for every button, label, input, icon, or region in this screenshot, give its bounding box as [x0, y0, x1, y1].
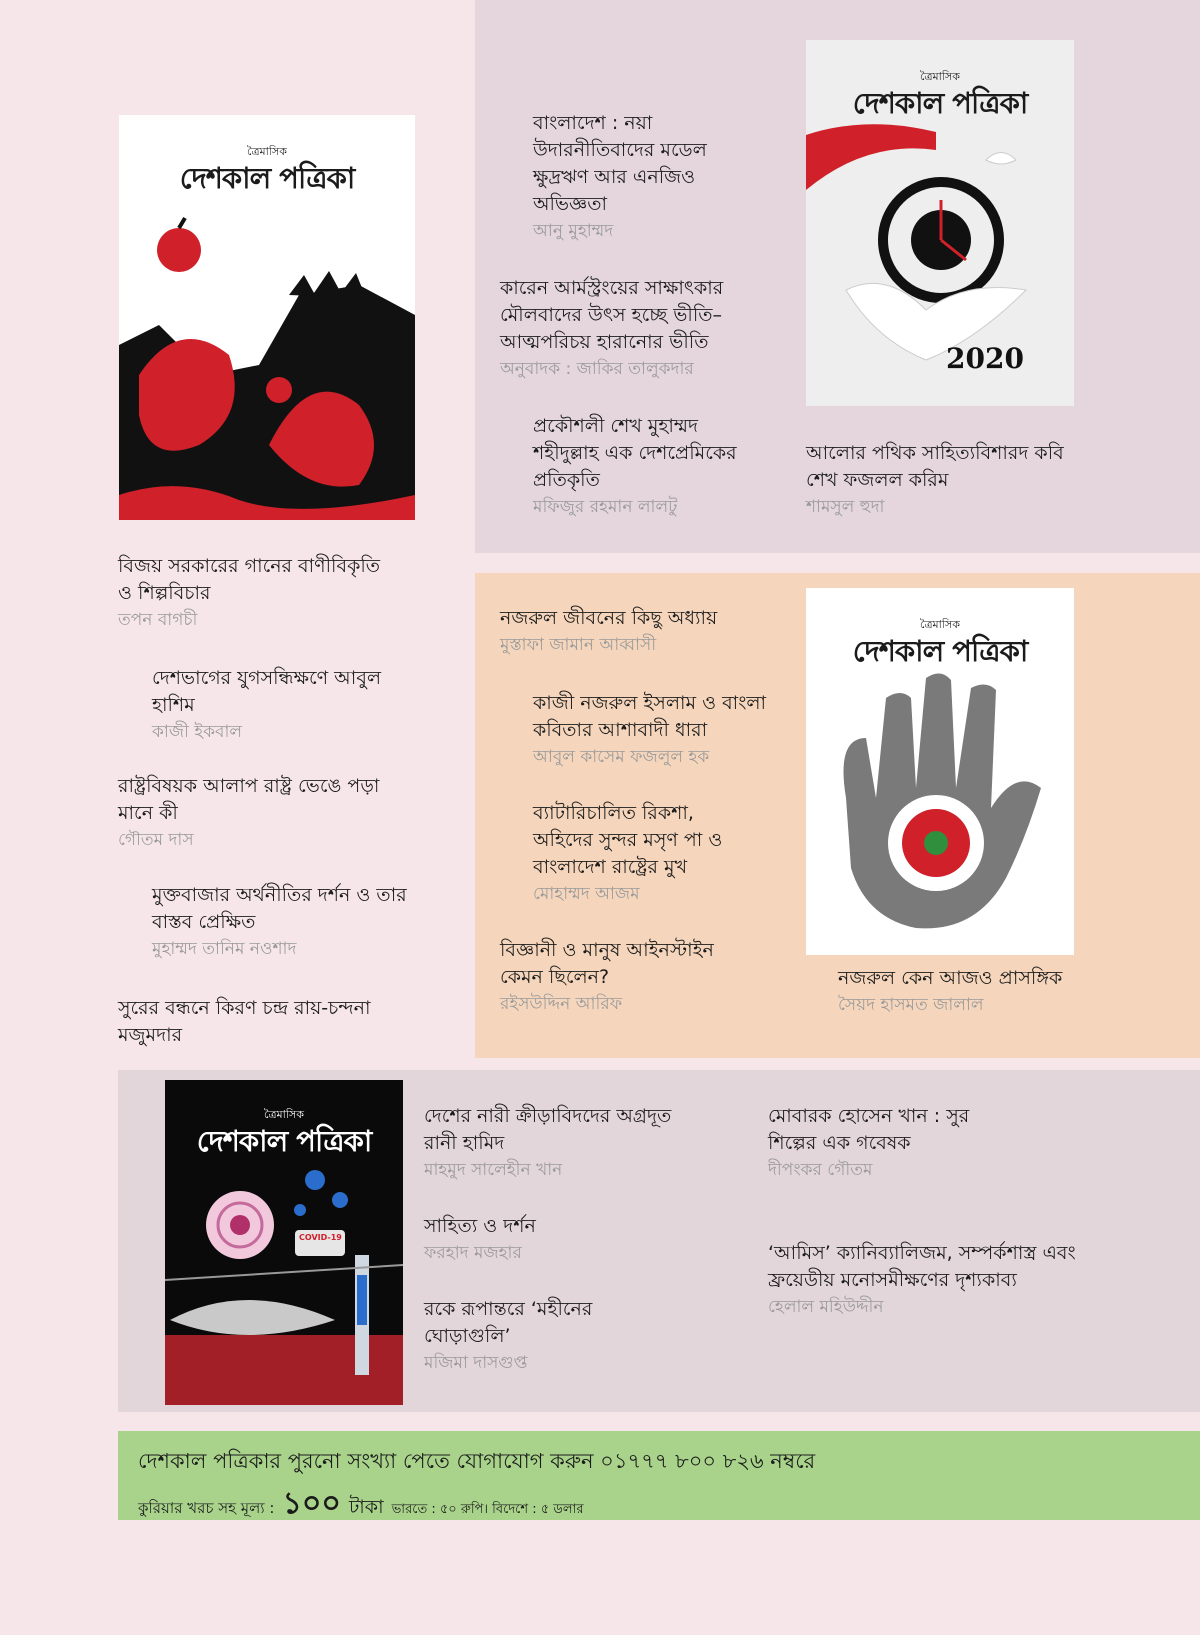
article-7[interactable] — [118, 773, 388, 854]
article-author: মুহাম্মদ তানিম নওশাদ — [152, 939, 297, 959]
masthead-frequency: ত্রৈমাসিক — [264, 1108, 304, 1121]
article-title: রাষ্ট্রবিষয়ক আলাপ রাষ্ট্র ভেঙে পড়া মানে কী — [118, 775, 380, 824]
article-19[interactable] — [768, 1240, 1078, 1321]
article-2[interactable] — [500, 275, 760, 383]
cover-1[interactable] — [119, 115, 415, 520]
article-17[interactable] — [424, 1296, 624, 1377]
article-title: মুক্তবাজার অর্থনীতির দর্শন ও তার বাস্তব প্রেক্ষিত — [152, 884, 407, 933]
cover-4[interactable] — [165, 1080, 403, 1405]
cover-year: 2020 — [946, 342, 1024, 375]
article-title: কারেন আর্মস্ট্রংয়ের সাক্ষাৎকার মৌলবাদের উৎস হচ্ছে ভীতি– আত্মপরিচয় হারানোর ভীতি — [500, 277, 724, 353]
article-13[interactable] — [500, 937, 740, 1018]
article-title: কাজী নজরুল ইসলাম ও বাংলা কবিতার আশাবাদী ধারা — [533, 692, 767, 741]
article-title: সুরের বন্ধনে কিরণ চন্দ্র রায়-চন্দনা মজুমদার — [118, 997, 371, 1046]
article-4[interactable] — [806, 440, 1066, 521]
article-author: মফিজুর রহমান লালটু — [533, 497, 678, 517]
article-title: দেশভাগের যুগসন্ধিক্ষণে আবুল হাশিম — [152, 667, 382, 716]
masthead-frequency: ত্রৈমাসিক — [920, 70, 960, 83]
article-12[interactable] — [533, 800, 748, 908]
article-author: তপন বাগচী — [118, 610, 198, 630]
article-author: শামসুল হুদা — [806, 497, 885, 517]
article-title: মোবারক হোসেন খান : সুর শিল্পের এক গবেষক — [768, 1105, 970, 1154]
article-1[interactable] — [533, 110, 733, 245]
masthead-title: দেশকাল পত্রিকা — [852, 86, 1028, 120]
cover-2[interactable] — [806, 40, 1074, 406]
article-title: সাহিত্য ও দর্শন — [424, 1215, 536, 1237]
article-title: বিজয় সরকারের গানের বাণীবিকৃতি ও শিল্পবিচার — [118, 555, 381, 604]
masthead-frequency: ত্রৈমাসিক — [920, 618, 960, 631]
article-author: মোহাম্মদ আজম — [533, 884, 640, 904]
article-title: নজরুল কেন আজও প্রাসঙ্গিক — [838, 967, 1063, 989]
price-prefix: কুরিয়ার খরচ সহ মূল্য : — [138, 1499, 275, 1517]
article-3[interactable] — [533, 413, 763, 521]
masthead-title: দেশকাল পত্রিকা — [196, 1124, 372, 1158]
article-author: গৌতম দাস — [118, 830, 194, 850]
article-title: বাংলাদেশ : নয়া উদারনীতিবাদের মডেল ক্ষুদ্রঋণ আর এনজিও অভিজ্ঞতা — [533, 112, 707, 215]
article-author: অনুবাদক : জাকির তালুকদার — [500, 359, 694, 379]
article-title: নজরুল জীবনের কিছু অধ্যায় — [500, 607, 718, 629]
article-18[interactable] — [768, 1103, 988, 1184]
vaccine-label: COVID-19 — [299, 1233, 342, 1242]
article-author: সৈয়দ হাসমত জালাল — [838, 995, 984, 1015]
article-title: আলোর পথিক সাহিত্যবিশারদ কবি শেখ ফজলল করিম — [806, 442, 1064, 491]
article-author: মুস্তাফা জামান আব্বাসী — [500, 635, 657, 655]
article-author: হেলাল মহিউদ্দীন — [768, 1297, 884, 1317]
article-author: আনু মুহাম্মদ — [533, 221, 614, 241]
article-title: ‘আমিস’ ক্যানিব্যালিজম, সম্পর্কশাস্ত্র এবং ফ্রয়েডীয় মনোসমীক্ষণের দৃশ্যকাব্য — [768, 1242, 1076, 1291]
article-title: বিজ্ঞানী ও মানুষ আইনস্টাইন কেমন ছিলেন? — [500, 939, 714, 988]
banner-price-line — [138, 1479, 583, 1530]
article-author: কাজী ইকবাল — [152, 722, 243, 742]
article-15[interactable] — [424, 1103, 694, 1184]
article-14[interactable] — [838, 965, 1098, 1019]
article-8[interactable] — [152, 882, 422, 963]
article-author: রইসউদ্দিন আরিফ — [500, 994, 623, 1014]
masthead-frequency: ত্রৈমাসিক — [247, 145, 287, 158]
article-title: দেশের নারী ক্রীড়াবিদদের অগ্রদূত রানী হামিদ — [424, 1105, 672, 1154]
masthead-title: দেশকাল পত্রিকা — [179, 161, 355, 195]
article-author: ফরহাদ মজহার — [424, 1243, 522, 1263]
article-author: দীপংকর গৌতম — [768, 1160, 873, 1180]
article-6[interactable] — [152, 665, 392, 746]
cover-3[interactable] — [806, 588, 1074, 955]
article-title: প্রকৌশলী শেখ মুহাম্মদ শহীদুল্লাহ এক দেশপ্রেমিকের প্রতিকৃতি — [533, 415, 737, 491]
article-9[interactable] — [118, 995, 398, 1049]
masthead-title: দেশকাল পত্রিকা — [852, 634, 1028, 668]
article-16[interactable] — [424, 1213, 694, 1267]
article-author: আবুল কাসেম ফজলুল হক — [533, 747, 710, 767]
article-author: মাহমুদ সালেহীন খান — [424, 1160, 563, 1180]
article-title: ব্যাটারিচালিত রিকশা, অহিদের সুন্দর মসৃণ পা ও বাংলাদেশ রাষ্ট্রের মুখ — [533, 802, 723, 878]
article-5[interactable] — [118, 553, 388, 634]
article-author: মজিমা দাসগুপ্ত — [424, 1353, 528, 1373]
article-11[interactable] — [533, 690, 778, 771]
price-unit: টাকা — [348, 1496, 384, 1518]
price-value: ১০০ — [282, 1486, 341, 1521]
contact-banner — [118, 1431, 1200, 1520]
banner-contact-text: দেশকাল পত্রিকার পুরনো সংখ্যা পেতে যোগাযোগ করুন ০১৭৭৭ ৮০০ ৮২৬ নম্বরে — [138, 1449, 816, 1473]
article-title: রকে রূপান্তরে ‘মহীনের ঘোড়াগুলি’ — [424, 1298, 593, 1347]
article-10[interactable] — [500, 605, 770, 659]
price-other: ভারতে : ৫০ রুপি। বিদেশে : ৫ ডলার — [391, 1502, 584, 1517]
